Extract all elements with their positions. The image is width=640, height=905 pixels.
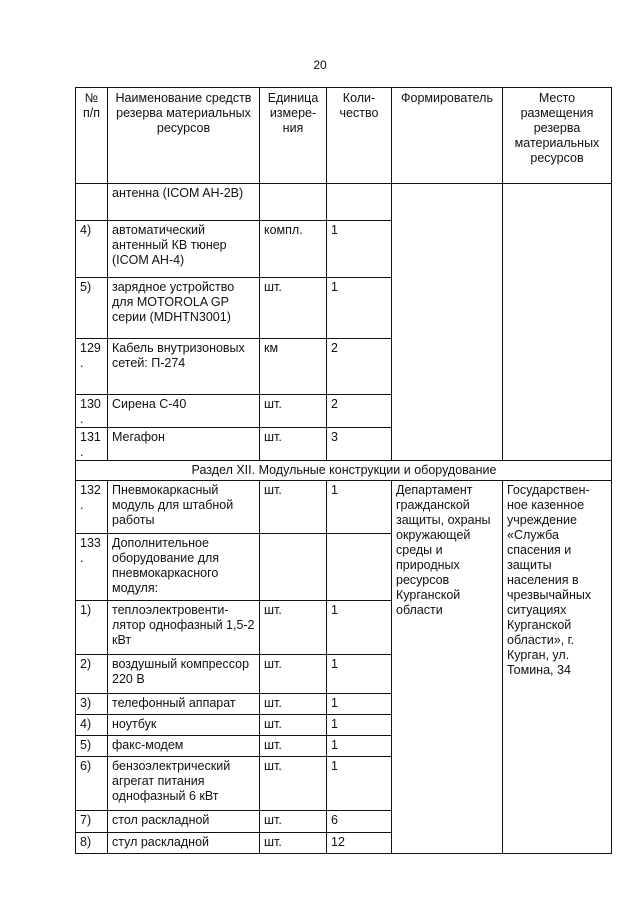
table-row <box>76 481 612 534</box>
row-unit: шт. <box>260 694 327 715</box>
resources-table <box>75 87 612 854</box>
header-row <box>76 88 612 184</box>
row-num: 4) <box>76 715 108 736</box>
row-num: 6) <box>76 757 108 811</box>
row-qty: 6 <box>327 811 392 833</box>
row-num: 131. <box>76 428 108 461</box>
header-name: Наименование средств резерва материальных ресурсов <box>108 88 260 184</box>
row-name: зарядное устройство для MOTOROLA GP серии (MDHTN3001) <box>108 278 260 339</box>
row-name: стол раскладной <box>108 811 260 833</box>
row-name: теплоэлектровенти-лятор однофазный 1,5-2 кВт <box>108 601 260 655</box>
row-qty <box>327 534 392 601</box>
row-unit: шт. <box>260 278 327 339</box>
header-former: Формирователь <box>392 88 503 184</box>
row-num: 133. <box>76 534 108 601</box>
row-unit <box>260 184 327 221</box>
row-name: Пневмокаркасный модуль для штабной работы <box>108 481 260 534</box>
page-number: 20 <box>313 58 327 72</box>
row-num: 4) <box>76 221 108 278</box>
header-place: Место размещения резерва материальных ресурсов <box>503 88 612 184</box>
row-name: Дополнительное оборудование для пневмокаркасного модуля: <box>108 534 260 601</box>
row-num: 3) <box>76 694 108 715</box>
place-cell: Государствен-ное казенное учреждение «Служба спасения и защиты населения в чрезвычайных ситуациях Курганской области», г. Курган, ул. Томина, 34 <box>503 481 612 854</box>
header-num: № п/п <box>76 88 108 184</box>
row-name: Мегафон <box>108 428 260 461</box>
row-unit: шт. <box>260 601 327 655</box>
row-unit: шт. <box>260 715 327 736</box>
row-qty <box>327 184 392 221</box>
row-num: 129. <box>76 339 108 395</box>
row-name: стул раскладной <box>108 833 260 854</box>
row-unit: шт. <box>260 481 327 534</box>
row-num: 2) <box>76 655 108 694</box>
row-qty: 1 <box>327 655 392 694</box>
header-unit: Единица измере-ния <box>260 88 327 184</box>
row-qty: 1 <box>327 715 392 736</box>
row-qty: 1 <box>327 736 392 757</box>
row-unit: шт. <box>260 655 327 694</box>
section-title: Раздел XII. Модульные конструкции и оборудование <box>76 461 612 481</box>
row-name: факс-модем <box>108 736 260 757</box>
row-name: ноутбук <box>108 715 260 736</box>
row-num: 1) <box>76 601 108 655</box>
row-qty: 3 <box>327 428 392 461</box>
row-qty: 2 <box>327 339 392 395</box>
header-qty: Коли-чество <box>327 88 392 184</box>
row-num: 130. <box>76 395 108 428</box>
row-unit: шт. <box>260 736 327 757</box>
row-qty: 12 <box>327 833 392 854</box>
row-num: 7) <box>76 811 108 833</box>
row-qty: 1 <box>327 278 392 339</box>
row-name: бензоэлектрический агрегат питания однофазный 6 кВт <box>108 757 260 811</box>
row-unit: шт. <box>260 833 327 854</box>
row-unit: шт. <box>260 428 327 461</box>
row-num <box>76 184 108 221</box>
row-qty: 1 <box>327 694 392 715</box>
former-cell: Департамент гражданской защиты, охраны окружающей среды и природных ресурсов Курганской области <box>392 481 503 854</box>
row-num: 5) <box>76 278 108 339</box>
row-unit: шт. <box>260 757 327 811</box>
row-unit: шт. <box>260 811 327 833</box>
row-name: антенна (ICOM AH-2B) <box>108 184 260 221</box>
row-num: 5) <box>76 736 108 757</box>
row-qty: 1 <box>327 757 392 811</box>
row-name: телефонный аппарат <box>108 694 260 715</box>
former-cell-empty <box>392 184 503 461</box>
row-num: 8) <box>76 833 108 854</box>
row-name: автоматический антенный КВ тюнер (ICOM AH-4) <box>108 221 260 278</box>
row-name: Кабель внутризоновых сетей: П-274 <box>108 339 260 395</box>
row-unit <box>260 534 327 601</box>
table-row <box>76 184 612 221</box>
row-name: воздушный компрессор 220 В <box>108 655 260 694</box>
row-unit: км <box>260 339 327 395</box>
row-qty: 2 <box>327 395 392 428</box>
place-cell-empty <box>503 184 612 461</box>
row-unit: шт. <box>260 395 327 428</box>
row-qty: 1 <box>327 221 392 278</box>
row-name: Сирена С-40 <box>108 395 260 428</box>
row-unit: компл. <box>260 221 327 278</box>
row-num: 132. <box>76 481 108 534</box>
row-qty: 1 <box>327 601 392 655</box>
section-row <box>76 461 612 481</box>
row-qty: 1 <box>327 481 392 534</box>
